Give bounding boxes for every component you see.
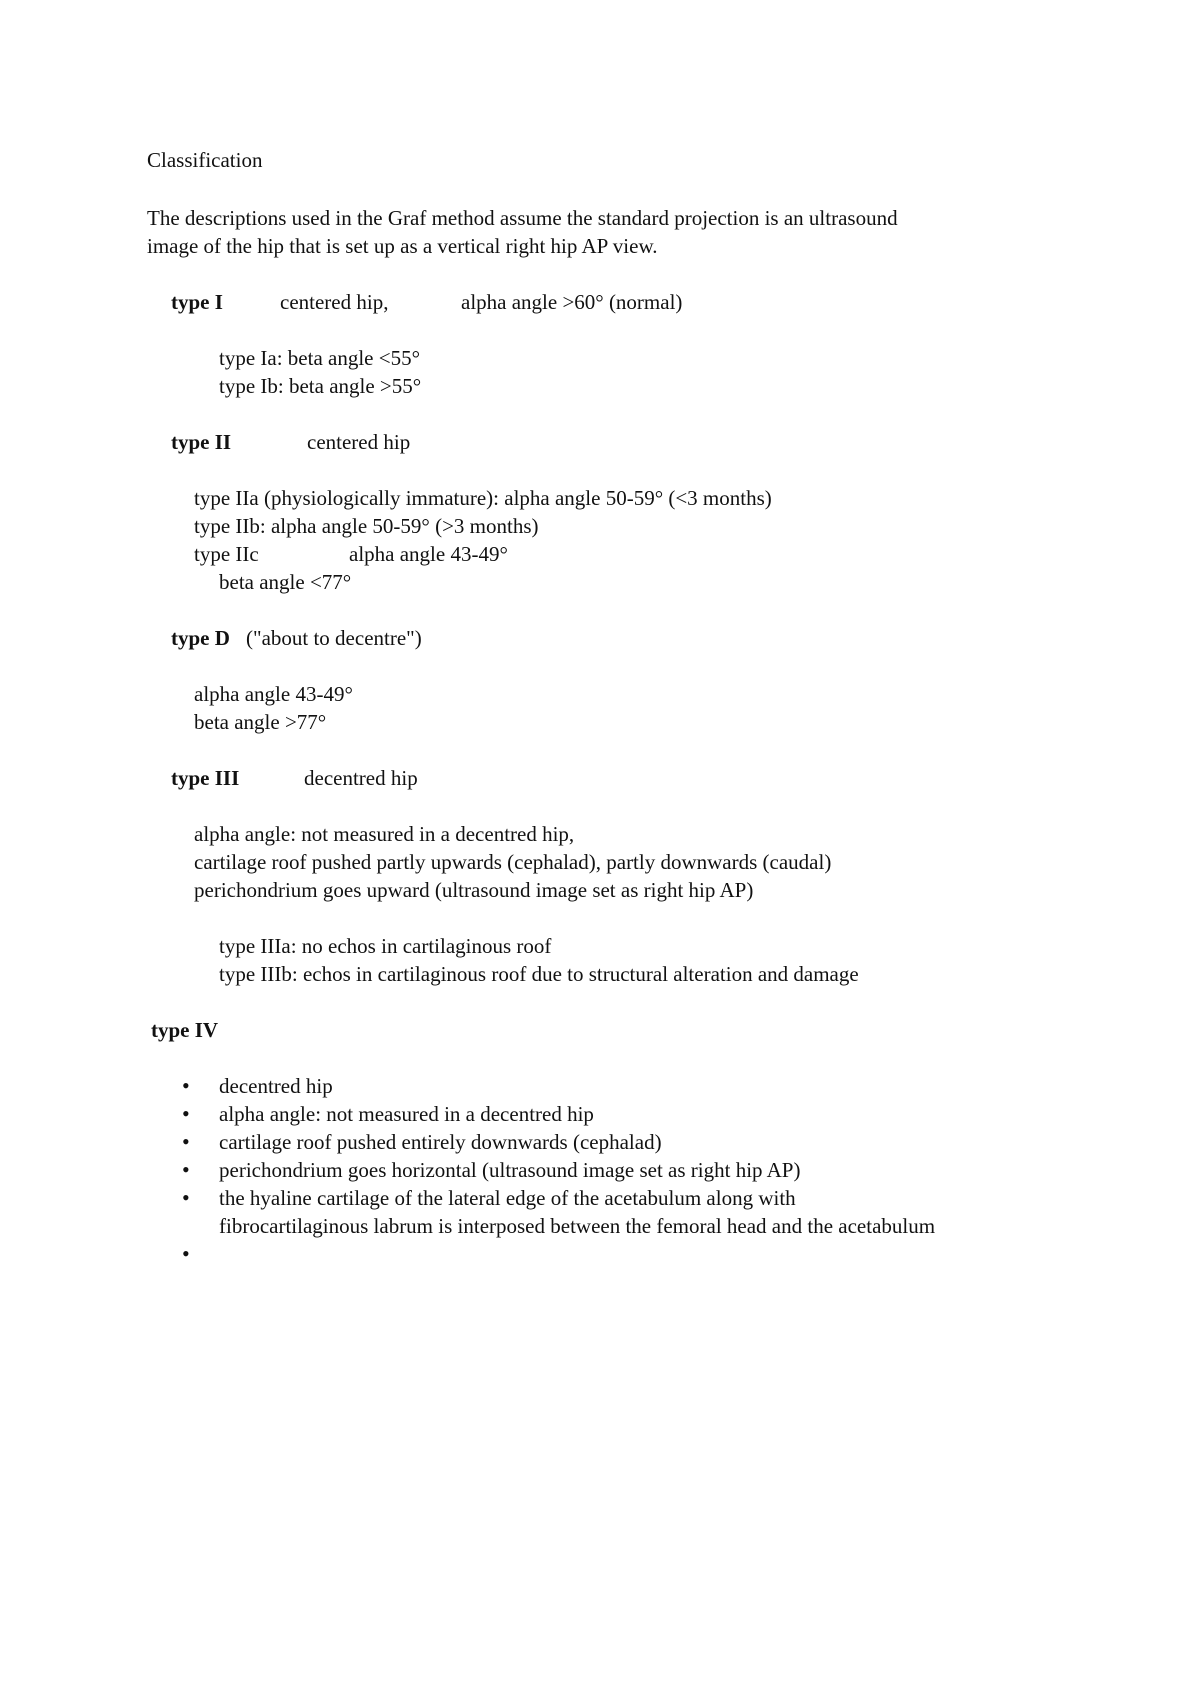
intro-line-2: image of the hip that is set up as a vertical right hip AP view. [147, 234, 658, 258]
type-4-bullet-5-cont: fibrocartilaginous labrum is interposed between the femoral head and the acetabulum [219, 1214, 936, 1238]
type-3-desc: decentred hip [304, 766, 418, 790]
type-1-desc: centered hip, [280, 290, 389, 314]
type-d-beta: beta angle >77° [194, 710, 327, 734]
type-1-alpha: alpha angle >60° (normal) [461, 290, 683, 314]
bullet-icon: • [182, 1129, 190, 1154]
bullet-icon: • [182, 1185, 190, 1210]
type-4-bullet-4: perichondrium goes horizontal (ultrasound image set as right hip AP) [219, 1158, 801, 1182]
type-3-label: type III [171, 766, 240, 790]
type-4-label: type IV [151, 1018, 219, 1042]
type-2a: type IIa (physiologically immature): alpha angle 50-59° (<3 months) [194, 486, 772, 510]
type-2c-beta: beta angle <77° [219, 570, 352, 594]
intro-line-1: The descriptions used in the Graf method assume the standard projection is an ultrasound [147, 206, 898, 230]
type-4-bullet-1: decentred hip [219, 1074, 333, 1098]
type-2b: type IIb: alpha angle 50-59° (>3 months) [194, 514, 539, 538]
type-d-alpha: alpha angle 43-49° [194, 682, 353, 706]
type-2-desc: centered hip [307, 430, 411, 454]
type-1-label: type I [171, 290, 223, 314]
type-3-line-2: cartilage roof pushed partly upwards (cephalad), partly downwards (caudal) [194, 850, 832, 874]
bullet-icon: • [182, 1157, 190, 1182]
bullet-icon: • [182, 1241, 190, 1266]
type-3-line-3: perichondrium goes upward (ultrasound image set as right hip AP) [194, 878, 754, 902]
type-1a: type Ia: beta angle <55° [219, 346, 420, 370]
type-d-label: type D [171, 626, 230, 650]
type-2-label: type II [171, 430, 232, 454]
type-4-bullet-2: alpha angle: not measured in a decentred hip [219, 1102, 594, 1126]
type-3-line-1: alpha angle: not measured in a decentred hip, [194, 822, 575, 846]
type-2c-label: type IIc [194, 542, 259, 566]
type-1b: type Ib: beta angle >55° [219, 374, 422, 398]
bullet-icon: • [182, 1101, 190, 1126]
heading: Classification [147, 148, 263, 172]
type-2c-alpha: alpha angle 43-49° [349, 542, 508, 566]
type-d-desc: ("about to decentre") [246, 626, 422, 650]
type-3a: type IIIa: no echos in cartilaginous roof [219, 934, 552, 958]
type-4-bullet-5: the hyaline cartilage of the lateral edge of the acetabulum along with [219, 1186, 796, 1210]
bullet-icon: • [182, 1073, 190, 1098]
type-3b: type IIIb: echos in cartilaginous roof due to structural alteration and damage [219, 962, 859, 986]
type-4-bullet-3: cartilage roof pushed entirely downwards (cephalad) [219, 1130, 662, 1154]
